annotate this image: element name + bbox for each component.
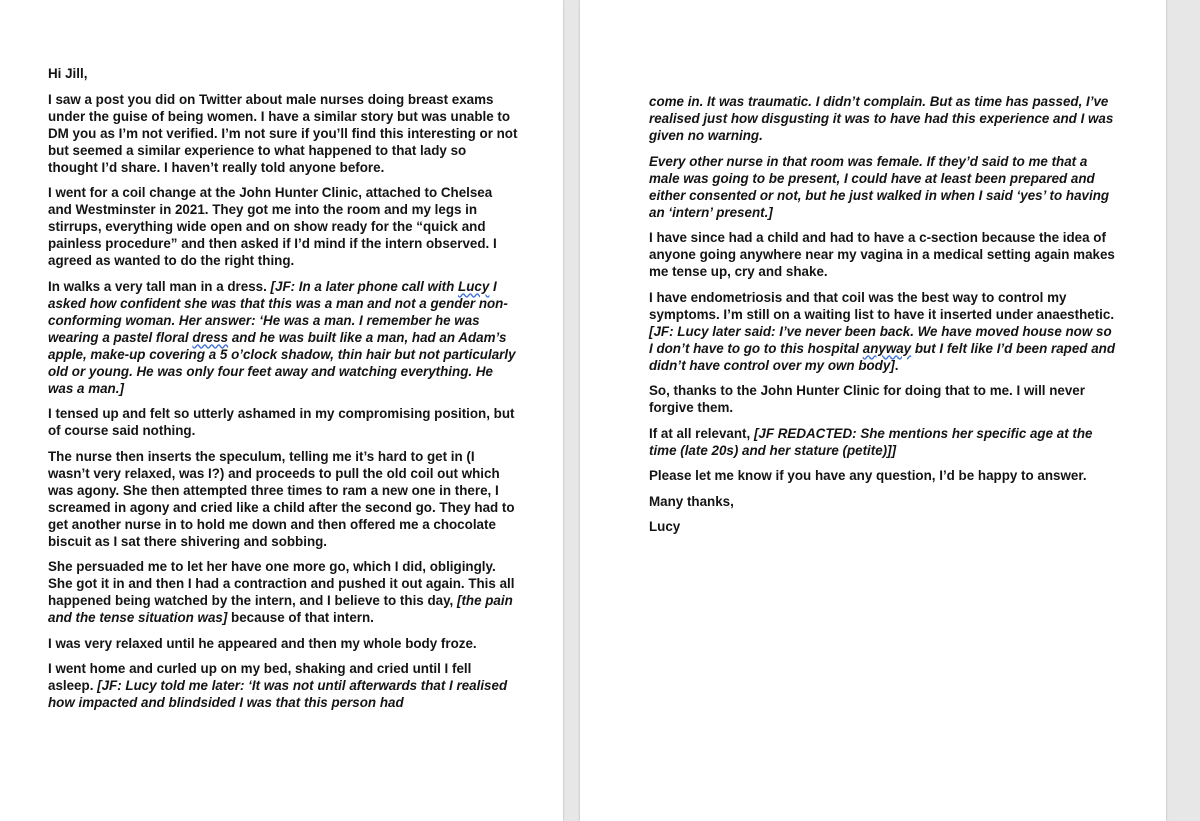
text-run: I went home and curled up on my bed, shaking and cried until I fell asleep. — [48, 661, 472, 693]
document-page-right — [580, 0, 1166, 821]
paragraph — [649, 425, 1119, 459]
spellcheck-word: Lucy — [458, 278, 490, 294]
paragraph — [649, 289, 1119, 374]
editor-note: [JF: Lucy told me later: ‘It was not until afterwards that I realised how impacted and blindsided I was that this person had — [48, 678, 508, 710]
editor-note: [JF REDACTED: She mentions her specific age at the time (late 20s) and her stature (petite)]] — [649, 425, 1093, 458]
paragraph: The nurse then inserts the speculum, telling me it’s hard to get in (I wasn’t very relaxed, was I?) and proceeds to pull the old coil out which was agony. She then attempted three times to ram a new one in there, I screamed in agony and cried like a child after the second go. They had to get another nurse in to hold me down and then offered me a chocolate biscuit as I sat there shivering and sobbing. — [48, 448, 515, 549]
text-run: . — [894, 357, 899, 373]
greeting: Hi Jill, — [48, 66, 88, 81]
spellcheck-word: dress — [192, 329, 229, 345]
paragraph: I have since had a child and had to have a c-section because the idea of anyone going anywhere near my vagina in a medical setting again makes me tense up, cry and shake. — [649, 230, 1115, 279]
text-run: If at all relevant, — [649, 425, 754, 441]
letter-column-left — [48, 65, 518, 720]
editor-note: [the pain and the tense situation was] — [48, 593, 513, 625]
document-page-left — [0, 0, 563, 821]
text-run: She persuaded me to let her have one more go, which I did, obligingly. She got it in and then I had a contraction and pushed it out again. This all happened being watched by the intern, and I believe to this day, — [48, 559, 515, 608]
text-run: I have endometriosis and that coil was the best way to control my symptoms. I’m still on a waiting list to have it inserted under anaesthetic. — [649, 289, 1115, 322]
paragraph: I saw a post you did on Twitter about male nurses doing breast exams under the guise of being women. I have a similar story but was unable to DM you as I’m not verified. I’m not sure if you’ll find this interesting or not but seemed a similar experience to what happened to that lady so thought I’d share. I haven’t really told anyone before. — [48, 91, 518, 175]
paragraph: Please let me know if you have any question, I’d be happy to answer. — [649, 468, 1087, 483]
text-run: In walks a very tall man in a dress. — [48, 278, 271, 294]
signature-name: Lucy — [649, 519, 681, 534]
text-run: [JF: Lucy later said: I’ve never been back. We have moved house now so I don’t have to go to this hospital — [649, 323, 1112, 356]
paragraph: I was very relaxed until he appeared and then my whole body froze. — [48, 635, 477, 651]
paragraph: I tensed up and felt so utterly ashamed in my compromising position, but of course said nothing. — [48, 406, 515, 438]
text-run: I asked how confident she was that this was a man and not a gender non-conforming woman. Her answer: ‘He was a man. I remember he was wearing a pastel floral — [48, 278, 508, 345]
letter-column-right — [649, 93, 1119, 544]
paragraph — [48, 558, 518, 626]
paragraph: So, thanks to the John Hunter Clinic for doing that to me. I will never forgive them. — [649, 383, 1085, 415]
paragraph — [48, 660, 518, 711]
paragraph: come in. It was traumatic. I didn’t complain. But as time has passed, I’ve realised just how disgusting it was to have had this experience and I was given no warning. — [649, 94, 1114, 143]
text-run: because of that intern. — [227, 610, 374, 625]
text-run: but I felt like I’d been raped and didn’t have control over my own body] — [649, 340, 1116, 373]
paragraph: Every other nurse in that room was female. If they’d said to me that a male was going to be present, I could have at least been prepared and either consented or not, but he just walked in when I said ‘yes’ to having an ‘intern’ present.] — [649, 153, 1110, 220]
text-run: and he was built like a man, had an Adam’s apple, make-up covering a 5 o’clock shadow, thin hair but not particularly old or young. He was only four feet away and watching everything. He was a man.] — [48, 329, 516, 396]
spellcheck-word: anyway — [862, 340, 912, 356]
editor-note — [649, 324, 1115, 373]
paragraph: I went for a coil change at the John Hunter Clinic, attached to Chelsea and Westminster in 2021. They got me into the room and my legs in stirrups, everything wide open and on show ready for the “quick and painless procedure” and then asked if I’d mind if the intern observed. I agreed as wanted to do the right thing. — [48, 185, 497, 268]
text-run: [JF: In a later phone call with — [270, 278, 459, 294]
sign-off: Many thanks, — [649, 493, 734, 509]
paragraph — [48, 278, 518, 397]
editor-note — [48, 279, 516, 396]
